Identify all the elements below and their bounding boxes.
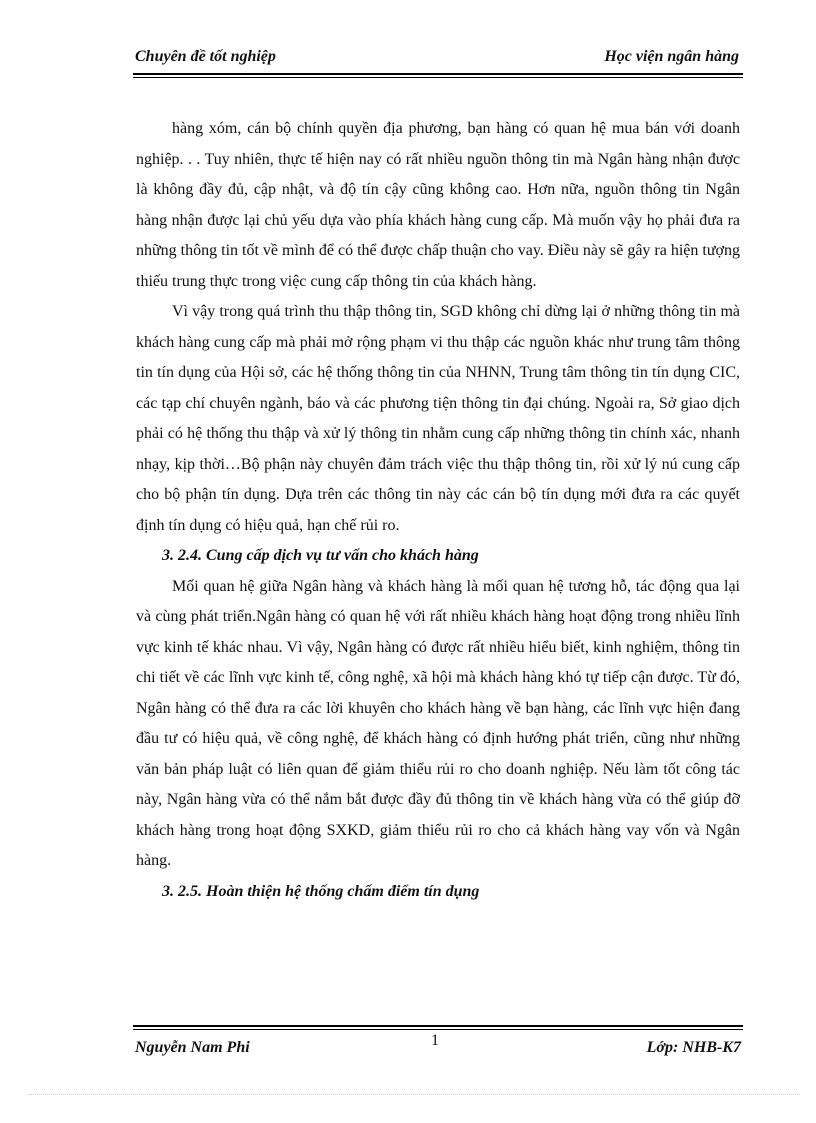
header-institution: Học viện ngân hàng [604, 48, 739, 65]
header-rule [133, 73, 743, 75]
header-document-type: Chuyên đề tốt nghiệp [135, 48, 276, 65]
header-rule-thin [133, 77, 743, 78]
footer-class: Lớp: NHB-K7 [646, 1039, 741, 1056]
footer-author-name: Nguyễn Nam Phi [135, 1039, 250, 1056]
page-number: 1 [431, 1032, 439, 1049]
footer-rule [133, 1025, 743, 1027]
section-heading-credit-scoring: 3. 2.5. Hoàn thiện hệ thống chấm điểm tín dụng [162, 882, 480, 900]
footer-rule-thin [133, 1029, 743, 1030]
page-header [133, 48, 741, 72]
paragraph-advisory-services: Mối quan hệ giữa Ngân hàng và khách hàng là mối quan hệ tương hỗ, tác động qua lại và cùng phát triển.Ngân hàng có quan hệ với rất nhiều khách hàng hoạt động trong nhiều lĩnh vực kinh tế khác nhau. Vì vậy, Ngân hàng có được rất nhiều hiểu biết, kinh nghiệm, thông tin chi tiết về các lĩnh vực kinh tế, công nghệ, xã hội mà khách hàng khó tự tiếp cận được. Từ đó, Ngân hàng có thể đưa ra các lời khuyên cho khách hàng về bạn hàng, các lĩnh vực hiện đang đầu tư có hiệu quả, về công nghệ, để khách hàng có định hướng phát triển, cũng như những văn bản pháp luật có liên quan để giảm thiểu rủi ro cho doanh nghiệp. Nếu làm tốt công tác này, Ngân hàng vừa có thể nắm bắt được đầy đủ thông tin về khách hàng vừa có thể giúp đỡ khách hàng trong hoạt động SXKD, giảm thiểu rủi ro cho cả khách hàng vay vốn và Ngân hàng. [136, 577, 740, 869]
page-bottom-edge [28, 1094, 800, 1095]
paragraph-information-sources: hàng xóm, cán bộ chính quyền địa phương, bạn hàng có quan hệ mua bán với doanh nghiệp. . . Tuy nhiên, thực tế hiện nay có rất nhiều nguồn thông tin mà Ngân hàng nhận được là không đầy đủ, cập nhật, và độ tín cậy cũng không cao. Hơn nữa, nguồn thông tin Ngân hàng nhận được lại chủ yếu dựa vào phía khách hàng cung cấp. Mà muốn vậy họ phải đưa ra những thông tin tốt về mình để có thể được chấp thuận cho vay. Điều này sẽ gây ra hiện tượng thiếu trung thực trong việc cung cấp thông tin của khách hàng. [136, 120, 740, 290]
section-heading-advisory-services: 3. 2.4. Cung cấp dịch vụ tư vấn cho khách hàng [162, 547, 479, 564]
paragraph-information-collection: Vì vậy trong quá trình thu thập thông tin, SGD không chỉ dừng lại ở những thông tin mà khách hàng cung cấp mà phải mở rộng phạm vi thu thập các nguồn khác như trung tâm thông tin tín dụng của Hội sở, các hệ thống thông tin của NHNN, Trung tâm thông tin tín dụng CIC, các tạp chí chuyên ngành, báo và các phương tiện thông tin đại chúng. Ngoài ra, Sở giao dịch phải có hệ thống thu thập và xử lý thông tin nhằm cung cấp những thông tin chính xác, nhanh nhạy, kịp thời…Bộ phận này chuyên đảm trách việc thu thập thông tin, rồi xử lý nú cung cấp cho bộ phận tín dụng. Dựa trên các thông tin này các cán bộ tín dụng mới đưa ra các quyết định tín dụng có hiệu quả, hạn chế rủi ro. [136, 303, 740, 534]
page-body [136, 114, 740, 907]
page-footer [133, 1032, 743, 1066]
